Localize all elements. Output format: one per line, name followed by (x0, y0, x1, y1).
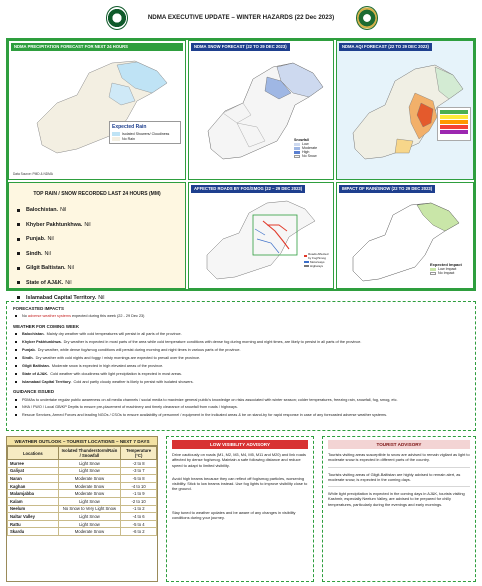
weather-outlook-table (7, 446, 157, 536)
aqi-legend (437, 107, 471, 141)
table-row: Neelum No Snow to Very Light Snow -1 to 2 (8, 505, 157, 513)
fog-roads-map (193, 195, 331, 287)
advisory-paragraph: Tourists visiting areas susceptible to snow are advised to remain vigilant as light to moderate snow is expected in different parts of the country. (328, 452, 470, 468)
table-row: Kaghan Moderate Snow -4 to 10 (8, 482, 157, 490)
top-rain-heading: TOP RAIN / SNOW RECORDED LAST 24 HOURS (MM) (33, 191, 161, 197)
rainsnow-impact-title: IMPACT OF RAIN/SNOW (22 TO 29 DEC 2023) (339, 185, 435, 193)
week-heading: WEATHER FOR COMING WEEK (13, 323, 80, 329)
list-item: Punjab. Nil (17, 236, 105, 242)
list-item: Khyber Pakhtunkhwa. Nil (17, 222, 105, 228)
col-condition: Isolated Thunderstorm/Rain / Snowfall (58, 447, 121, 460)
snow-legend (293, 137, 331, 159)
list-item: Sindh. Nil (17, 251, 105, 257)
fog-legend-item: Highways (304, 264, 332, 268)
precip-legend (109, 121, 181, 144)
maps-grid (6, 38, 476, 301)
impact-legend-title: Expected Impact (430, 262, 462, 267)
fog-roads-title: AFFECTED ROADS BY FOG/SMOG (22 – 29 DEC 2023) (191, 185, 305, 193)
tourist-advisory (322, 436, 476, 582)
precip-legend-item: Isolated Showers/ Cloudiness (112, 132, 178, 136)
col-locations: Locations (8, 447, 59, 460)
precip-map (17, 53, 182, 171)
snow-legend-item: No Snow (294, 154, 330, 158)
fog-legend-item: Motorways (304, 260, 332, 264)
impact-legend (429, 261, 473, 276)
week-line: Balochistan. Mainly dry weather with cold temperatures will persist in all parts of the province. (13, 332, 469, 337)
advisory-paragraph: Stay tuned to weather updates and be aware of any changes in visibility conditions during your journey. (172, 509, 296, 520)
forecasted-impacts-section (6, 301, 476, 431)
weather-outlook-panel (6, 436, 158, 582)
precip-legend-title: Expected Rain (112, 124, 147, 130)
list-item: State of AJ&K. Nil (17, 280, 105, 286)
advisory-paragraph: Tourists visiting areas of Gilgit-Baltistan are highly advised to remain alert, as moderate snow, is expected in the coming days. (328, 472, 470, 488)
table-row: Rattu Light Snow -5 to 4 (8, 520, 157, 528)
table-row: Malamjabba Moderate Snow -1 to 9 (8, 490, 157, 498)
impacts-heading: FORECASTED IMPACTS (13, 306, 64, 311)
low-visibility-advisory (166, 436, 314, 582)
precip-forecast-title: NDMA PRECIPITATION FORECAST FOR NEXT 24 HOURS (11, 43, 183, 51)
list-item: Balochistan. Nil (17, 207, 105, 213)
precip-legend-item: No Rain (112, 137, 178, 141)
snow-legend-item: High (294, 150, 330, 154)
table-row: Galiyat Light Snow -3 to 7 (8, 467, 157, 475)
snow-legend-item: Low (294, 142, 330, 146)
table-row: Naran Moderate Snow -5 to 8 (8, 475, 157, 483)
snow-legend-title: Snowfall (294, 138, 309, 142)
week-line: Punjab. Dry weather, while dense fog/smog conditions will persist during morning and night times in various parts of the province. (13, 348, 469, 353)
advisory-paragraph: Drive cautiously on roads (M1, M2, M3, M4, M5, M11 and M20) and link roads affected by dense fog/smog. Maintain a safe following distance and reduce speed to adapt to limited visibility. (172, 452, 306, 468)
week-line: Gilgit Baltistan. Moderate snow is expected in high elevated areas of the province. (13, 364, 469, 369)
list-item: Islamabad Capital Territory. Nil (17, 295, 105, 301)
week-line: Khyber Pakhtunkhwa. Dry weather is expected in most parts of the area while cold temperature conditions with dense fog during morning and night times, are likely to persist in all parts of the province. (13, 340, 469, 345)
guidance-line: NHA / FWO / Local GB/KP Deptts to ensure pre-placement of machinery and timely clearance of snowfall from roads / highways. (13, 405, 469, 410)
guidance-line: PDMAs to undertake regular public awareness on all media channels / social media to maximize general public's knowledge on risks associated with winter season; colder temperatures, freezing rain, snowfall, fog, smog, etc. (13, 398, 469, 403)
table-row: Naltar Valley Light Snow -4 to 6 (8, 513, 157, 521)
guidance-line: Rescue Services, Armed Forces and leading NGOs / CSOs to ensure availability of personnel / equipment in the indicated areas & be on stand-by for rapid response in case of any forecasted adverse weather systems. (13, 413, 469, 418)
fog-legend (303, 251, 333, 269)
rainsnow-impact-panel (336, 182, 474, 289)
low-visibility-title: LOW VISIBILITY ADVISORY (172, 440, 308, 449)
col-temperature: Temperature (°C) (121, 447, 157, 460)
impact-line: No adverse weather systems expected during this week (22 - 29 Dec 23) (13, 314, 469, 319)
list-item: Gilgit Baltistan. Nil (17, 265, 105, 271)
guidance-heading: GUIDANCE ISSUED (13, 389, 54, 395)
data-source: Data Source: PMD & NDMA (13, 172, 53, 176)
week-line: Islamabad Capital Territory. Cold and partly cloudy weather is likely to persist with isolated showers. (13, 380, 469, 385)
report-title: NDMA EXECUTIVE UPDATE – WINTER HAZARDS (22 Dec 2023) (147, 14, 335, 21)
report-header (0, 0, 482, 36)
week-line: Sindh. Dry weather with cold nights and foggy / misty mornings are expected to prevail over the province. (13, 356, 469, 361)
government-emblem (356, 6, 378, 30)
precip-forecast-panel (8, 40, 186, 180)
fog-roads-panel (188, 182, 334, 289)
table-row: Murree Light Snow -2 to 8 (8, 460, 157, 468)
top-rain-panel (8, 182, 186, 301)
advisory-paragraph: Avoid high beams because they can reflect off fog/smog particles, worsening visibility. Stick to low beams instead. Use fog lights to improve visibility close to the ground. (172, 475, 308, 492)
fog-legend-item: Roads Affected by Fog/Smog (304, 252, 332, 260)
weather-outlook-title: WEATHER OUTLOOK – TOURIST LOCATIONS – NEXT 7 DAYS (7, 437, 157, 446)
table-row: Skardu Moderate Snow -6 to 2 (8, 528, 157, 536)
aqi-forecast-title: NDMA AQI FORECAST (22 TO 29 DEC 2023) (339, 43, 432, 51)
tourist-advisory-title: TOURIST ADVISORY (328, 440, 470, 449)
top-rain-list (17, 207, 105, 309)
snow-legend-item: Moderate (294, 146, 330, 150)
snow-forecast-title: NDMA SNOW FORECAST (22 TO 29 DEC 2023) (191, 43, 290, 51)
advisory-paragraph: While light precipitation is expected in the coming days in AJ&K, tourists visiting Kashmir, especially Neelum Valley, are advised to be prepared for chilly temperatures, particularly during the evenings and early mornings. (328, 491, 465, 507)
impact-legend-item: Low Impact (430, 267, 472, 271)
week-line: State of AJ&K. Cold weather with cloudiness with light precipitation is expected in most areas. (13, 372, 469, 377)
aqi-forecast-panel (336, 40, 474, 180)
table-row: Kalam Light Snow -2 to 10 (8, 497, 157, 505)
impact-legend-item: No Impact (430, 271, 472, 275)
snow-forecast-panel (188, 40, 334, 180)
